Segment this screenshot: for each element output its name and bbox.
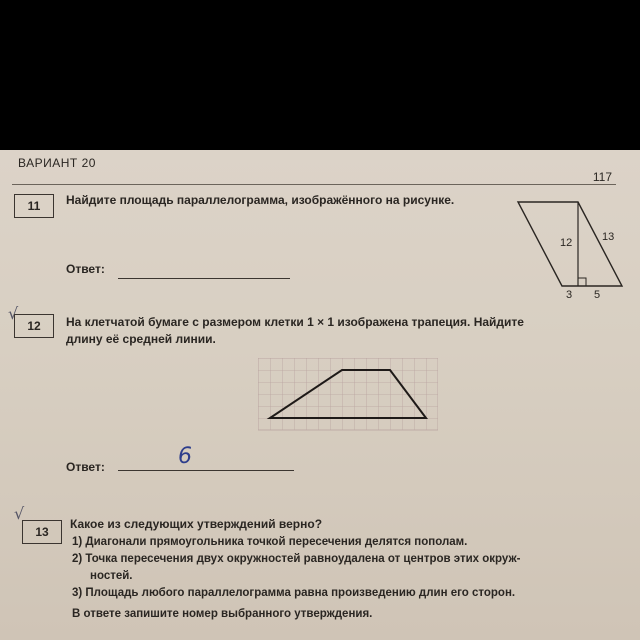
question-12-answer-label: Ответ: [66,460,105,474]
question-13-option-3: 3) Площадь любого параллелограмма равна произведению длин его сторон. [72,587,516,599]
grid-trapezoid-figure [258,358,438,438]
question-13-question: Какое из следующих утверждений верно? [70,517,323,531]
variant-header: ВАРИАНТ 20 [18,156,96,170]
question-12-text-line2: длину её средней линии. [66,332,216,346]
right-angle-mark [578,278,586,286]
question-11-answer-line[interactable] [118,278,290,279]
height-label: 12 [560,237,573,249]
question-13-instruction: В ответе запишите номер выбранного утверждения. [72,608,373,620]
page-number: 117 [592,170,612,184]
handwritten-answer-12: 6 [178,444,192,469]
question-12-number: 12 [14,314,54,338]
question-12-text-line1: На клетчатой бумаге с размером клетки 1 × 1 изображена трапеция. Найдите [66,315,524,329]
header-rule [12,184,616,185]
question-11-answer-label: Ответ: [66,262,105,276]
question-13-option-2-cont: ностей. [90,570,133,582]
question-11-number: 11 [14,194,54,218]
question-13-option-1: 1) Диагонали прямоугольника точкой пересечения делятся пополам. [72,536,468,548]
side-label: 13 [602,231,615,243]
question-13-number: 13 [22,520,62,544]
grid-paper [258,358,438,430]
question-12-answer-line[interactable] [118,470,294,471]
check-mark-13: √ [14,504,25,523]
question-13-option-2: 2) Точка пересечения двух окружностей равноудалена от центров этих окруж- [72,553,521,565]
base-right-label: 5 [594,289,601,301]
parallelogram-figure [510,194,630,304]
base-left-label: 3 [566,289,573,301]
check-mark-12: √ [8,304,19,323]
question-11-text: Найдите площадь параллелограмма, изображённого на рисунке. [66,193,455,207]
workbook-page [0,150,640,640]
